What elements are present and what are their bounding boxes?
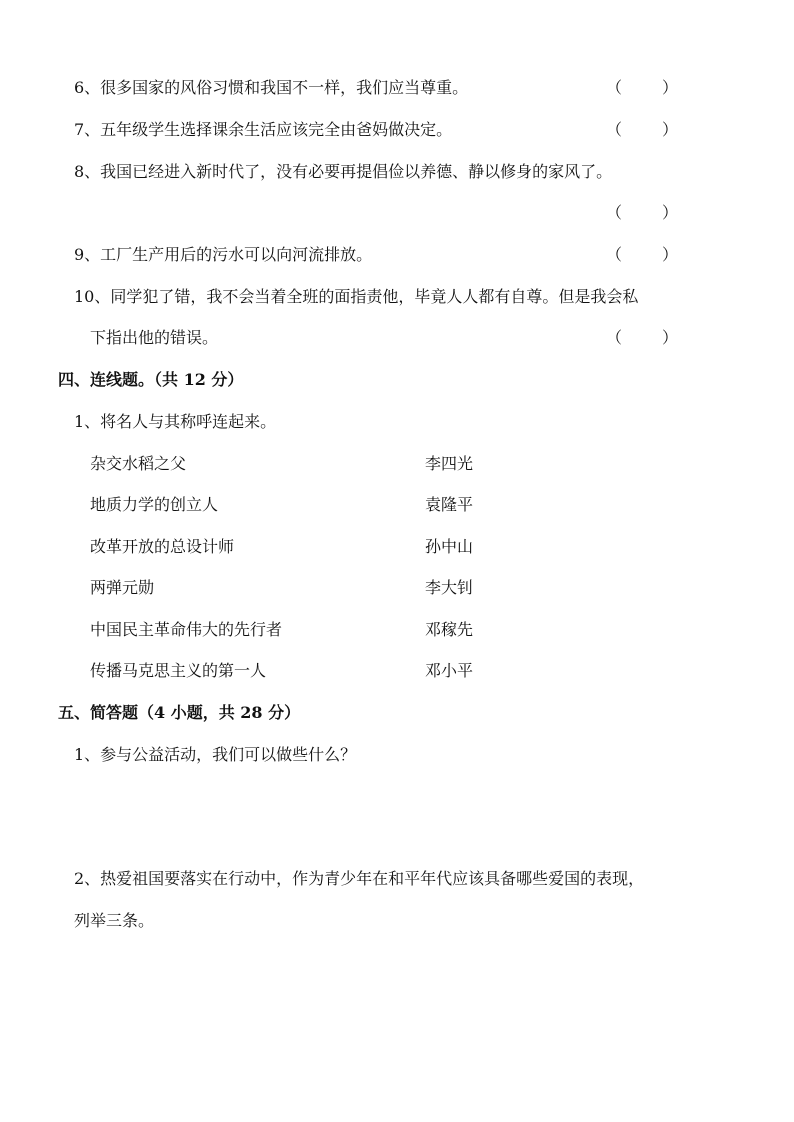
paren-open: （ — [606, 78, 623, 97]
matching-right-item[interactable]: 孙中山 — [425, 537, 474, 556]
matching-left-item[interactable]: 传播马克思主义的第一人 — [90, 661, 267, 680]
tf-item-10-line1: 10、同学犯了错，我不会当着全班的面指责他，毕竟人人都有自尊。但是我会私 — [74, 287, 639, 306]
matching-question: 1、将名人与其称呼连起来。 — [74, 412, 277, 431]
matching-right-item[interactable]: 邓稼先 — [425, 620, 474, 639]
tf-item-10-line2: 下指出他的错误。 — [90, 328, 219, 347]
matching-right-item[interactable]: 李四光 — [425, 454, 474, 473]
matching-right-item[interactable]: 袁隆平 — [425, 495, 474, 514]
matching-left-item[interactable]: 地质力学的创立人 — [90, 495, 219, 514]
matching-left-item[interactable]: 中国民主革命伟大的先行者 — [90, 620, 283, 639]
section-4-title: 四、连线题。（共 12 分） — [58, 370, 244, 389]
paren-close: ） — [661, 120, 678, 139]
matching-right-item[interactable]: 邓小平 — [425, 661, 474, 680]
tf-item-7: 7、五年级学生选择课余生活应该完全由爸妈做决定。 — [74, 120, 453, 139]
paren-open: （ — [606, 120, 623, 139]
paren-close: ） — [661, 245, 678, 264]
matching-left-item[interactable]: 两弹元勋 — [90, 578, 155, 597]
paren-close: ） — [661, 328, 678, 347]
paren-open: （ — [606, 203, 623, 222]
tf-item-8: 8、我国已经进入新时代了，没有必要再提倡俭以养德、静以修身的家风了。 — [74, 162, 613, 181]
paren-open: （ — [606, 328, 623, 347]
short-answer-q1: 1、参与公益活动，我们可以做些什么？ — [74, 745, 357, 764]
tf-item-9: 9、工厂生产用后的污水可以向河流排放。 — [74, 245, 373, 264]
matching-left-item[interactable]: 改革开放的总设计师 — [90, 537, 235, 556]
short-answer-q2-line2: 列举三条。 — [74, 911, 155, 930]
short-answer-q2-line1: 2、热爱祖国要落实在行动中，作为青少年在和平年代应该具备哪些爱国的表现， — [74, 869, 645, 888]
matching-right-item[interactable]: 李大钊 — [425, 578, 474, 597]
matching-left-item[interactable]: 杂交水稻之父 — [90, 454, 187, 473]
paren-close: ） — [661, 203, 678, 222]
paren-close: ） — [661, 78, 678, 97]
paren-open: （ — [606, 245, 623, 264]
tf-item-6: 6、很多国家的风俗习惯和我国不一样，我们应当尊重。 — [74, 78, 469, 97]
section-5-title: 五、简答题（4 小题，共 28 分） — [58, 703, 301, 722]
